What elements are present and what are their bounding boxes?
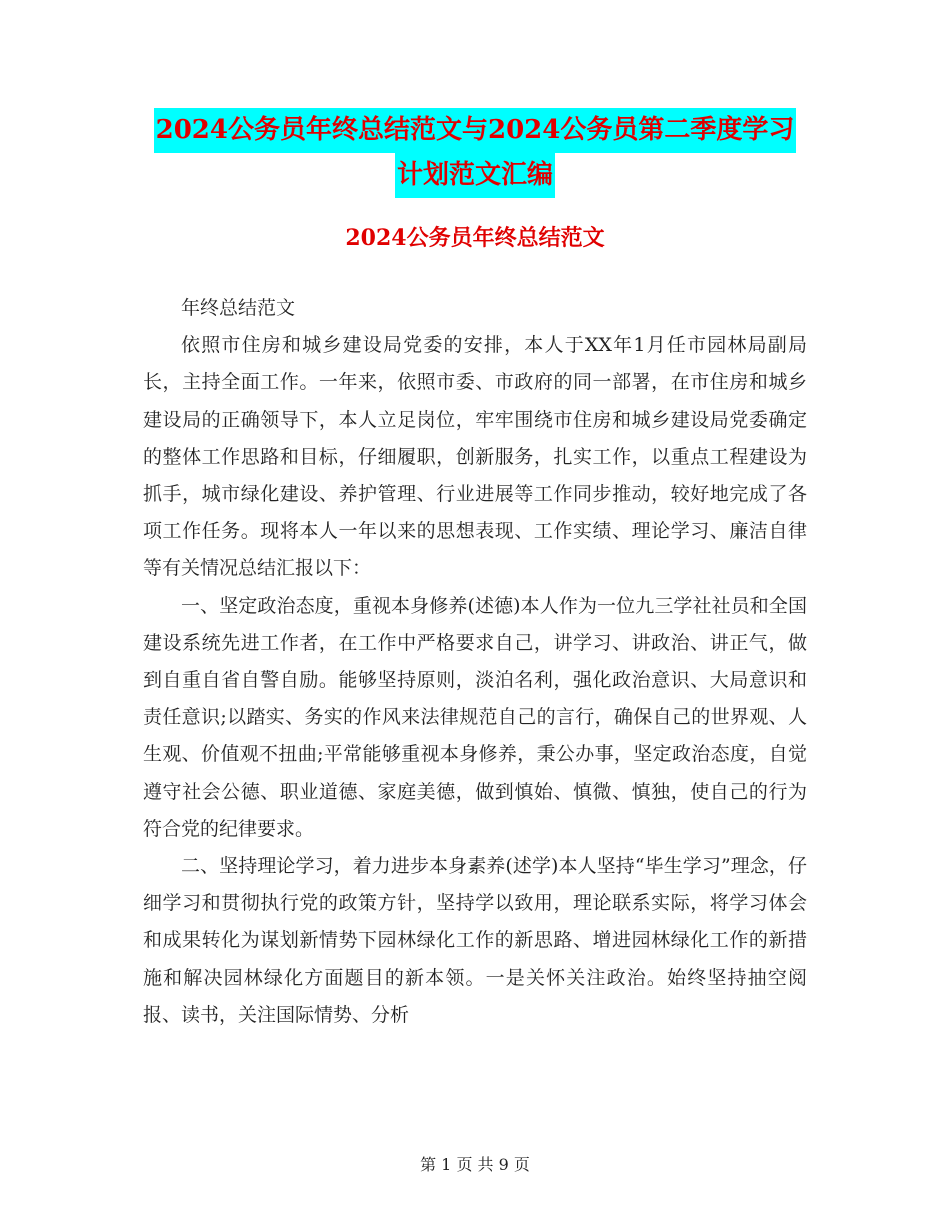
document-title xyxy=(0,108,950,198)
document-body xyxy=(143,290,807,1034)
paragraph: 一、坚定政治态度，重视本身修养(述德)本人作为一位九三学社社员和全国建设系统先进工作者，在工作中严格要求自己，讲学习、讲政治、讲正气，做到自重自省自警自励。能够坚持原则，淡泊名利，强化政治意识、大局意识和责任意识;以踏实、务实的作风来法律规范自己的言行，确保自己的世界观、人生观、价值观不扭曲;平常能够重视本身修养，秉公办事，坚定政治态度，自觉遵守社会公德、职业道德、家庭美德，做到慎始、慎微、慎独，使自己的行为符合党的纪律要求。 xyxy=(143,594,807,840)
paragraph: 依照市住房和城乡建设局党委的安排，本人于XX年1月任市园林局副局长，主持全面工作。一年来，依照市委、市政府的同一部署，在市住房和城乡建设局的正确领导下，本人立足岗位，牢牢围绕市住房和城乡建设局党委确定的整体工作思路和目标，仔细履职，创新服务，扎实工作，以重点工程建设为抓手，城市绿化建设、养护管理、行业进展等工作同步推动，较好地完成了各项工作任务。现将本人一年以来的思想表现、工作实绩、理论学习、廉洁自律等有关情况总结汇报以下： xyxy=(143,334,807,580)
paragraph: 二、坚持理论学习，着力进步本身素养(述学)本人坚持“毕生学习”理念，仔细学习和贯彻执行党的政策方针，坚持学以致用，理论联系实际，将学习体会和成果转化为谋划新情势下园林绿化工作的新思路、增进园林绿化工作的新措施和解决园林绿化方面题目的新本领。一是关怀关注政治。始终坚持抽空阅报、读书，关注国际情势、分析 xyxy=(143,855,807,1026)
section-title: 2024公务员年终总结范文 xyxy=(345,225,605,251)
paragraph-heading: 年终总结范文 xyxy=(181,297,296,319)
page-footer: 第 1 页 共 9 页 xyxy=(420,1155,530,1174)
title-line-1: 2024公务员年终总结范文与2024公务员第二季度学习 xyxy=(154,108,797,153)
title-line-2: 计划范文汇编 xyxy=(395,153,555,198)
